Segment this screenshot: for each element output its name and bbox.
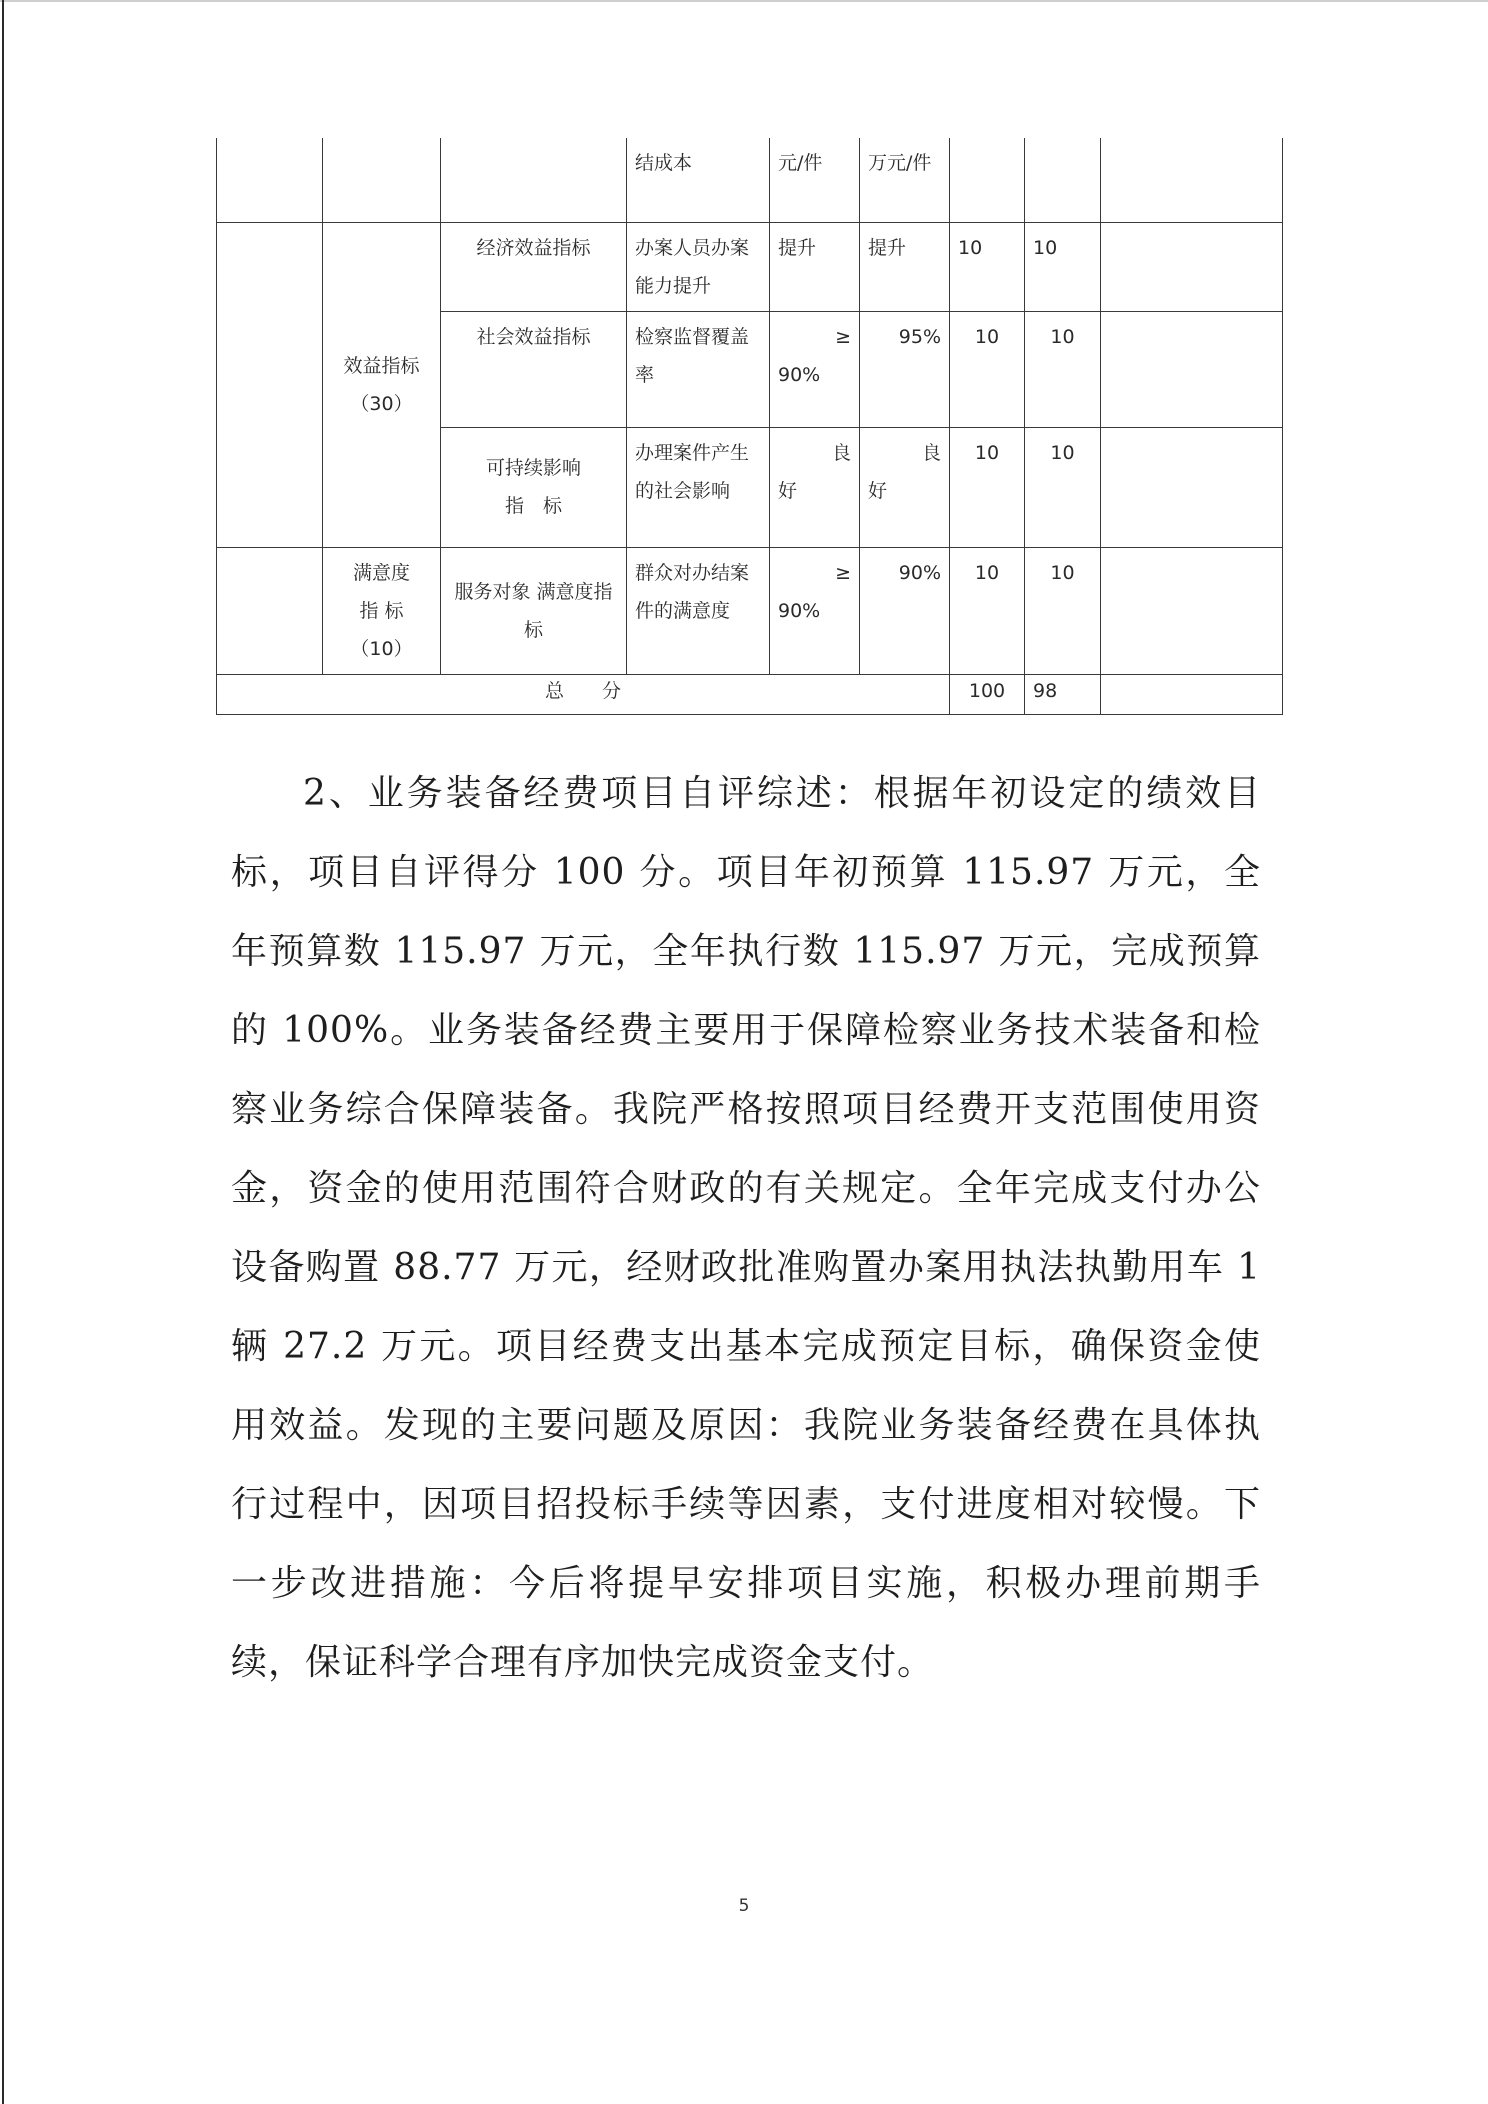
indicator-weight: 10 — [950, 427, 1025, 547]
indicator-score: 10 — [1025, 547, 1101, 674]
indicator-target: ≥ 90% — [770, 547, 860, 674]
indicator-name: 办案人员办案能力提升 — [627, 222, 770, 311]
indicator-name: 办理案件产生的社会影响 — [627, 427, 770, 547]
table-row-satisfaction — [217, 547, 1283, 674]
sub-indicator: 经济效益指标 — [441, 222, 627, 311]
table-row-total — [217, 674, 1283, 714]
total-label: 总 分 — [217, 674, 950, 714]
indicator-weight: 10 — [950, 547, 1025, 674]
indicator-target: ≥ 90% — [770, 311, 860, 427]
indicator-target: 元/件 — [770, 138, 860, 222]
indicator-actual: 良 好 — [860, 427, 950, 547]
performance-indicator-table — [216, 138, 1283, 715]
indicator-name: 检察监督覆盖率 — [627, 311, 770, 427]
indicator-actual: 95% — [860, 311, 950, 427]
indicator-actual: 提升 — [860, 222, 950, 311]
indicator-name: 结成本 — [627, 138, 770, 222]
indicator-weight: 10 — [950, 311, 1025, 427]
project-summary-paragraph: 2、业务装备经费项目自评综述：根据年初设定的绩效目标，项目自评得分 100 分。项目年初预算 115.97 万元，全年预算数 115.97 万元，全年执行数 115.97 万元，完成预算的 100%。业务装备经费主要用于保障检察业务技术装备和检察业务综合保障装备。我院严格按照项目经费开支范围使用资金，资金的使用范围符合财政的有关规定。全年完成支付办公设备购置 88.77 万元，经财政批准购置办案用执法执勤用车 1 辆 27.2 万元。项目经费支出基本完成预定目标，确保资金使用效益。发现的主要问题及原因：我院业务装备经费在具体执行过程中，因项目招投标手续等因素，支付进度相对较慢。下一步改进措施：今后将提早安排项目实施，积极办理前期手续，保证科学合理有序加快完成资金支付。 — [231, 773, 1261, 1683]
scan-edge-top — [0, 0, 1488, 2]
group-satisfaction-label: 满意度 指 标 （10） — [323, 547, 441, 674]
table-row-econ — [217, 222, 1283, 311]
indicator-score — [1025, 138, 1101, 222]
sub-indicator: 社会效益指标 — [441, 311, 627, 427]
indicator-actual: 90% — [860, 547, 950, 674]
indicator-target: 良 好 — [770, 427, 860, 547]
indicator-weight — [950, 138, 1025, 222]
group-benefit-label: 效益指标 （30） — [323, 222, 441, 547]
page-number: 5 — [738, 1896, 750, 1916]
indicator-actual: 万元/件 — [860, 138, 950, 222]
indicator-name: 群众对办结案件的满意度 — [627, 547, 770, 674]
table-row-cost — [217, 138, 1283, 222]
scan-edge-left — [2, 0, 4, 2104]
indicator-score: 10 — [1025, 222, 1101, 311]
sub-indicator: 可持续影响 指 标 — [441, 427, 627, 547]
indicator-score: 10 — [1025, 427, 1101, 547]
sub-indicator: 服务对象 满意度指标 — [441, 547, 627, 674]
indicator-score: 10 — [1025, 311, 1101, 427]
indicator-weight: 10 — [950, 222, 1025, 311]
indicator-target: 提升 — [770, 222, 860, 311]
total-weight: 100 — [950, 674, 1025, 714]
total-score: 98 — [1025, 674, 1101, 714]
